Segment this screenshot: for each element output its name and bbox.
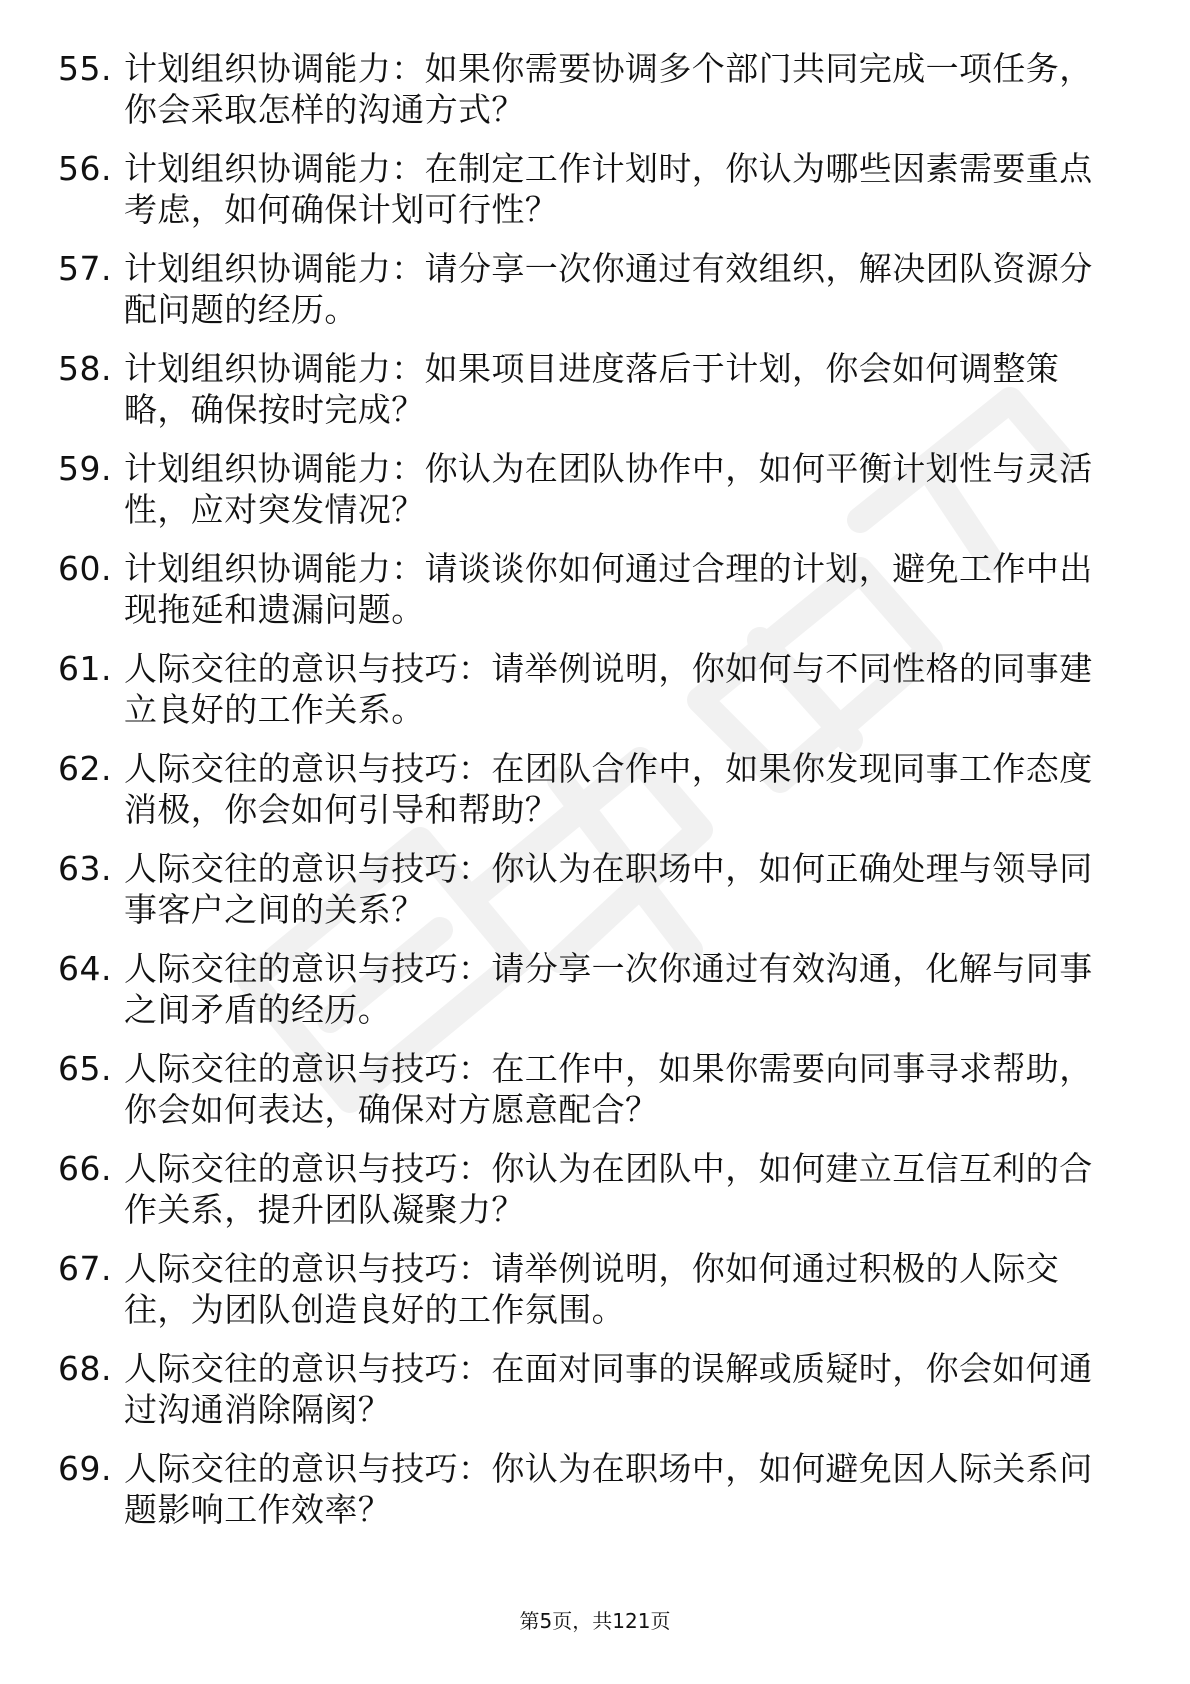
question-number: 57.	[58, 249, 112, 288]
question-item-64	[58, 948, 1118, 1048]
question-text: 人际交往的意识与技巧：请举例说明，你如何与不同性格的同事建立良好的工作关系。	[124, 649, 1093, 729]
question-item-62	[58, 748, 1118, 848]
question-number: 67.	[58, 1249, 112, 1288]
question-number: 69.	[58, 1449, 112, 1488]
question-number: 63.	[58, 849, 112, 888]
question-text: 人际交往的意识与技巧：你认为在职场中，如何正确处理与领导同事客户之间的关系？	[124, 849, 1093, 929]
question-text: 人际交往的意识与技巧：在工作中，如果你需要向同事寻求帮助，你会如何表达，确保对方愿意配合？	[124, 1049, 1093, 1129]
question-number: 62.	[58, 749, 112, 788]
question-number: 66.	[58, 1149, 112, 1188]
question-number: 58.	[58, 349, 112, 388]
question-item-65	[58, 1048, 1118, 1148]
question-item-68	[58, 1348, 1118, 1448]
question-text: 计划组织协调能力：请谈谈你如何通过合理的计划，避免工作中出现拖延和遗漏问题。	[124, 549, 1093, 629]
question-item-59	[58, 448, 1118, 548]
question-text: 人际交往的意识与技巧：请分享一次你通过有效沟通，化解与同事之间矛盾的经历。	[124, 949, 1093, 1029]
question-number: 56.	[58, 149, 112, 188]
question-item-67	[58, 1248, 1118, 1348]
question-item-56	[58, 148, 1118, 248]
question-text: 计划组织协调能力：你认为在团队协作中，如何平衡计划性与灵活性，应对突发情况？	[124, 449, 1093, 529]
question-text: 人际交往的意识与技巧：你认为在职场中，如何避免因人际关系问题影响工作效率？	[124, 1449, 1093, 1529]
question-number: 55.	[58, 49, 112, 88]
question-item-63	[58, 848, 1118, 948]
question-text: 人际交往的意识与技巧：请举例说明，你如何通过积极的人际交往，为团队创造良好的工作氛围。	[124, 1249, 1060, 1329]
question-item-55	[58, 48, 1118, 148]
question-item-58	[58, 348, 1118, 448]
question-list	[58, 48, 1118, 1548]
question-number: 68.	[58, 1349, 112, 1388]
question-text: 计划组织协调能力：如果你需要协调多个部门共同完成一项任务，你会采取怎样的沟通方式？	[124, 49, 1093, 129]
question-item-61	[58, 648, 1118, 748]
question-item-60	[58, 548, 1118, 648]
question-item-69	[58, 1448, 1118, 1548]
question-text: 人际交往的意识与技巧：在面对同事的误解或质疑时，你会如何通过沟通消除隔阂？	[124, 1349, 1093, 1429]
question-number: 64.	[58, 949, 112, 988]
question-number: 60.	[58, 549, 112, 588]
question-text: 计划组织协调能力：请分享一次你通过有效组织，解决团队资源分配问题的经历。	[124, 249, 1093, 329]
question-number: 59.	[58, 449, 112, 488]
question-number: 61.	[58, 649, 112, 688]
question-item-66	[58, 1148, 1118, 1248]
question-text: 人际交往的意识与技巧：在团队合作中，如果你发现同事工作态度消极，你会如何引导和帮助？	[124, 749, 1093, 829]
question-text: 计划组织协调能力：在制定工作计划时，你认为哪些因素需要重点考虑，如何确保计划可行性？	[124, 149, 1093, 229]
page-number-footer: 第5页，共121页	[519, 1609, 671, 1633]
question-text: 人际交往的意识与技巧：你认为在团队中，如何建立互信互利的合作关系，提升团队凝聚力？	[124, 1149, 1093, 1229]
question-text: 计划组织协调能力：如果项目进度落后于计划，你会如何调整策略，确保按时完成？	[124, 349, 1060, 429]
question-item-57	[58, 248, 1118, 348]
question-number: 65.	[58, 1049, 112, 1088]
